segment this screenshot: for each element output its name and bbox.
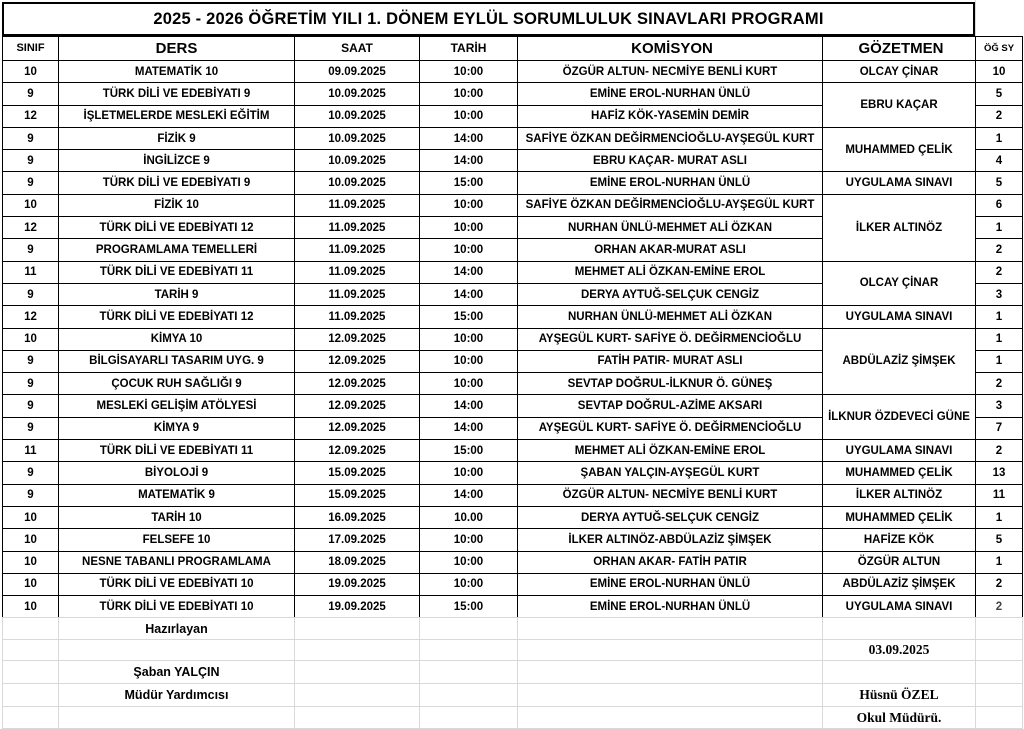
cell-ders: FELSEFE 10 <box>59 529 295 551</box>
cell-sinif: 9 <box>3 484 59 506</box>
footer-empty-cell <box>420 640 518 661</box>
cell-komisyon: MEHMET ALİ ÖZKAN-EMİNE EROL <box>518 440 823 462</box>
cell-saat: 10.09.2025 <box>295 172 420 194</box>
cell-tarih: 14:00 <box>420 150 518 172</box>
cell-komisyon: NURHAN ÜNLÜ-MEHMET ALİ ÖZKAN <box>518 217 823 239</box>
cell-tarih: 14:00 <box>420 417 518 439</box>
footer-empty-cell <box>3 684 59 707</box>
cell-saat: 17.09.2025 <box>295 529 420 551</box>
table-row <box>3 395 1023 417</box>
column-header-sinif: SINIF <box>3 37 59 61</box>
cell-sinif: 10 <box>3 529 59 551</box>
footer-empty-cell <box>420 661 518 684</box>
cell-tarih: 10:00 <box>420 217 518 239</box>
cell-ders: İNGİLİZCE 9 <box>59 150 295 172</box>
cell-saat: 10.09.2025 <box>295 150 420 172</box>
cell-ogsy: 1 <box>976 506 1023 528</box>
cell-tarih: 10:00 <box>420 194 518 216</box>
cell-gozetmen: OLCAY ÇİNAR <box>823 261 976 306</box>
cell-gozetmen: MUHAMMED ÇELİK <box>823 506 976 528</box>
footer-empty-cell <box>3 707 59 729</box>
cell-gozetmen: İLKNUR ÖZDEVECİ GÜNE <box>823 395 976 440</box>
cell-ders: MATEMATİK 9 <box>59 484 295 506</box>
cell-sinif: 9 <box>3 83 59 105</box>
schedule-date: 03.09.2025 <box>823 640 976 661</box>
cell-tarih: 15:00 <box>420 596 518 618</box>
cell-saat: 11.09.2025 <box>295 261 420 283</box>
cell-ders: FİZİK 10 <box>59 194 295 216</box>
cell-saat: 16.09.2025 <box>295 506 420 528</box>
table-row <box>3 194 1023 216</box>
cell-ogsy: 6 <box>976 194 1023 216</box>
cell-sinif: 9 <box>3 395 59 417</box>
table-row <box>3 127 1023 149</box>
cell-ogsy: 1 <box>976 328 1023 350</box>
cell-komisyon: AYŞEGÜL KURT- SAFİYE Ö. DEĞİRMENCİOĞLU <box>518 328 823 350</box>
preparer-name: Şaban YALÇIN <box>59 661 295 684</box>
cell-ogsy: 4 <box>976 150 1023 172</box>
table-row <box>3 596 1023 618</box>
cell-komisyon: ORHAN AKAR-MURAT ASLI <box>518 239 823 261</box>
cell-gozetmen: İLKER ALTINÖZ <box>823 194 976 261</box>
footer-empty-cell <box>976 618 1023 640</box>
cell-gozetmen: ABDÜLAZİZ ŞİMŞEK <box>823 573 976 595</box>
cell-ders: BİLGİSAYARLI TASARIM UYG. 9 <box>59 350 295 372</box>
cell-sinif: 12 <box>3 217 59 239</box>
footer-empty-cell <box>518 661 823 684</box>
cell-saat: 15.09.2025 <box>295 462 420 484</box>
table-row <box>3 551 1023 573</box>
footer-empty-cell <box>295 640 420 661</box>
cell-tarih: 14:00 <box>420 484 518 506</box>
cell-ogsy: 2 <box>976 440 1023 462</box>
cell-komisyon: HAFİZ KÖK-YASEMİN DEMİR <box>518 105 823 127</box>
cell-tarih: 10:00 <box>420 83 518 105</box>
cell-ogsy: 1 <box>976 217 1023 239</box>
table-row <box>3 83 1023 105</box>
cell-komisyon: ORHAN AKAR- FATİH PATIR <box>518 551 823 573</box>
cell-komisyon: SEVTAP DOĞRUL-İLKNUR Ö. GÜNEŞ <box>518 373 823 395</box>
table-row <box>3 462 1023 484</box>
cell-ders: NESNE TABANLI PROGRAMLAMA <box>59 551 295 573</box>
preparer-title: Müdür Yardımcısı <box>59 684 295 707</box>
table-row <box>3 306 1023 328</box>
cell-ogsy: 2 <box>976 373 1023 395</box>
cell-tarih: 14:00 <box>420 261 518 283</box>
cell-tarih: 15:00 <box>420 306 518 328</box>
cell-tarih: 15:00 <box>420 172 518 194</box>
cell-komisyon: ÖZGÜR ALTUN- NECMİYE BENLİ KURT <box>518 61 823 83</box>
cell-ogsy: 1 <box>976 127 1023 149</box>
table-row <box>3 484 1023 506</box>
cell-tarih: 15:00 <box>420 440 518 462</box>
cell-tarih: 14:00 <box>420 127 518 149</box>
cell-ogsy: 2 <box>976 105 1023 127</box>
cell-tarih: 10.00 <box>420 506 518 528</box>
table-body <box>3 61 1023 618</box>
cell-sinif: 10 <box>3 573 59 595</box>
column-header-ders: DERS <box>59 37 295 61</box>
cell-tarih: 10:00 <box>420 105 518 127</box>
cell-ogsy: 1 <box>976 551 1023 573</box>
cell-gozetmen: UYGULAMA SINAVI <box>823 440 976 462</box>
cell-tarih: 10:00 <box>420 328 518 350</box>
cell-saat: 11.09.2025 <box>295 283 420 305</box>
footer-row <box>3 661 1023 684</box>
table-row <box>3 506 1023 528</box>
table-row <box>3 328 1023 350</box>
cell-sinif: 9 <box>3 239 59 261</box>
cell-ders: TÜRK DİLİ VE EDEBİYATI 10 <box>59 573 295 595</box>
table-row <box>3 172 1023 194</box>
footer-row <box>3 684 1023 707</box>
exam-schedule-table <box>2 36 1023 618</box>
cell-sinif: 9 <box>3 127 59 149</box>
cell-ders: BİYOLOJİ 9 <box>59 462 295 484</box>
cell-ders: KİMYA 10 <box>59 328 295 350</box>
cell-saat: 12.09.2025 <box>295 417 420 439</box>
cell-sinif: 9 <box>3 417 59 439</box>
footer-empty-cell <box>295 661 420 684</box>
cell-sinif: 9 <box>3 150 59 172</box>
cell-komisyon: AYŞEGÜL KURT- SAFİYE Ö. DEĞİRMENCİOĞLU <box>518 417 823 439</box>
cell-tarih: 10:00 <box>420 373 518 395</box>
cell-saat: 12.09.2025 <box>295 440 420 462</box>
cell-ders: MATEMATİK 10 <box>59 61 295 83</box>
cell-ogsy: 10 <box>976 61 1023 83</box>
cell-gozetmen: MUHAMMED ÇELİK <box>823 462 976 484</box>
footer-empty-cell <box>518 618 823 640</box>
cell-gozetmen: MUHAMMED ÇELİK <box>823 127 976 172</box>
cell-saat: 15.09.2025 <box>295 484 420 506</box>
cell-ders: TÜRK DİLİ VE EDEBİYATI 9 <box>59 172 295 194</box>
cell-tarih: 14:00 <box>420 395 518 417</box>
column-header-saat: SAAT <box>295 37 420 61</box>
cell-gozetmen: HAFİZE KÖK <box>823 529 976 551</box>
hazirlayan-label: Hazırlayan <box>59 618 295 640</box>
cell-sinif: 10 <box>3 506 59 528</box>
cell-saat: 10.09.2025 <box>295 83 420 105</box>
cell-ogsy: 13 <box>976 462 1023 484</box>
cell-saat: 12.09.2025 <box>295 350 420 372</box>
cell-ders: TÜRK DİLİ VE EDEBİYATI 9 <box>59 83 295 105</box>
footer-empty-cell <box>823 661 976 684</box>
cell-komisyon: ÖZGÜR ALTUN- NECMİYE BENLİ KURT <box>518 484 823 506</box>
cell-gozetmen: UYGULAMA SINAVI <box>823 172 976 194</box>
cell-sinif: 9 <box>3 462 59 484</box>
cell-ogsy: 5 <box>976 529 1023 551</box>
cell-ogsy: 7 <box>976 417 1023 439</box>
cell-ogsy: 3 <box>976 395 1023 417</box>
cell-komisyon: DERYA AYTUĞ-SELÇUK CENGİZ <box>518 506 823 528</box>
table-row <box>3 61 1023 83</box>
footer-empty-cell <box>3 618 59 640</box>
cell-sinif: 11 <box>3 440 59 462</box>
footer-empty-cell <box>823 618 976 640</box>
cell-ders: TÜRK DİLİ VE EDEBİYATI 12 <box>59 217 295 239</box>
cell-sinif: 12 <box>3 306 59 328</box>
cell-ders: TÜRK DİLİ VE EDEBİYATI 12 <box>59 306 295 328</box>
cell-gozetmen: EBRU KAÇAR <box>823 83 976 128</box>
table-row <box>3 440 1023 462</box>
page-title: 2025 - 2026 ÖĞRETİM YILI 1. DÖNEM EYLÜL SORUMLULUK SINAVLARI PROGRAMI <box>2 2 975 36</box>
cell-tarih: 10:00 <box>420 462 518 484</box>
cell-gozetmen: OLCAY ÇİNAR <box>823 61 976 83</box>
cell-komisyon: DERYA AYTUĞ-SELÇUK CENGİZ <box>518 283 823 305</box>
cell-saat: 11.09.2025 <box>295 194 420 216</box>
cell-ogsy: 3 <box>976 283 1023 305</box>
cell-sinif: 10 <box>3 551 59 573</box>
cell-ogsy: 2 <box>976 573 1023 595</box>
cell-ogsy: 1 <box>976 306 1023 328</box>
cell-ogsy: 2 <box>976 596 1023 618</box>
footer-empty-cell <box>518 640 823 661</box>
footer-empty-cell <box>59 707 295 729</box>
cell-sinif: 10 <box>3 596 59 618</box>
principal-title: Okul Müdürü. <box>823 707 976 729</box>
cell-saat: 19.09.2025 <box>295 573 420 595</box>
cell-tarih: 10:00 <box>420 529 518 551</box>
footer-empty-cell <box>295 707 420 729</box>
cell-ders: İŞLETMELERDE MESLEKİ EĞİTİM <box>59 105 295 127</box>
cell-ogsy: 2 <box>976 239 1023 261</box>
cell-ogsy: 1 <box>976 350 1023 372</box>
cell-ders: TÜRK DİLİ VE EDEBİYATI 10 <box>59 596 295 618</box>
cell-gozetmen: İLKER ALTINÖZ <box>823 484 976 506</box>
column-header-komisyon: KOMİSYON <box>518 37 823 61</box>
footer-empty-cell <box>420 707 518 729</box>
cell-komisyon: EBRU KAÇAR- MURAT ASLI <box>518 150 823 172</box>
table-row <box>3 261 1023 283</box>
cell-ogsy: 11 <box>976 484 1023 506</box>
cell-komisyon: MEHMET ALİ ÖZKAN-EMİNE EROL <box>518 261 823 283</box>
footer-empty-cell <box>3 661 59 684</box>
cell-saat: 12.09.2025 <box>295 395 420 417</box>
cell-saat: 11.09.2025 <box>295 217 420 239</box>
footer-empty-cell <box>518 684 823 707</box>
column-header-gozetmen: GÖZETMEN <box>823 37 976 61</box>
footer-row <box>3 640 1023 661</box>
footer-empty-cell <box>295 618 420 640</box>
cell-saat: 10.09.2025 <box>295 127 420 149</box>
cell-ogsy: 5 <box>976 83 1023 105</box>
cell-sinif: 12 <box>3 105 59 127</box>
cell-ders: ÇOCUK RUH SAĞLIĞI 9 <box>59 373 295 395</box>
cell-sinif: 10 <box>3 328 59 350</box>
cell-ders: TARİH 10 <box>59 506 295 528</box>
footer-empty-cell <box>420 618 518 640</box>
cell-tarih: 10:00 <box>420 573 518 595</box>
cell-gozetmen: UYGULAMA SINAVI <box>823 596 976 618</box>
table-row <box>3 573 1023 595</box>
table-row <box>3 529 1023 551</box>
cell-saat: 11.09.2025 <box>295 306 420 328</box>
cell-gozetmen: ABDÜLAZİZ ŞİMŞEK <box>823 328 976 395</box>
cell-sinif: 9 <box>3 283 59 305</box>
cell-saat: 18.09.2025 <box>295 551 420 573</box>
cell-komisyon: EMİNE EROL-NURHAN ÜNLÜ <box>518 573 823 595</box>
table-header <box>3 37 1023 61</box>
cell-sinif: 9 <box>3 373 59 395</box>
footer-empty-cell <box>976 640 1023 661</box>
cell-saat: 19.09.2025 <box>295 596 420 618</box>
cell-ders: PROGRAMLAMA TEMELLERİ <box>59 239 295 261</box>
cell-gozetmen: ÖZGÜR ALTUN <box>823 551 976 573</box>
cell-komisyon: EMİNE EROL-NURHAN ÜNLÜ <box>518 83 823 105</box>
cell-saat: 12.09.2025 <box>295 373 420 395</box>
cell-saat: 10.09.2025 <box>295 105 420 127</box>
cell-ogsy: 5 <box>976 172 1023 194</box>
header-row <box>3 37 1023 61</box>
cell-komisyon: SEVTAP DOĞRUL-AZİME AKSARI <box>518 395 823 417</box>
cell-ders: KİMYA 9 <box>59 417 295 439</box>
footer-empty-cell <box>295 684 420 707</box>
cell-komisyon: İLKER ALTINÖZ-ABDÜLAZİZ ŞİMŞEK <box>518 529 823 551</box>
footer-empty-cell <box>420 684 518 707</box>
cell-komisyon: FATİH PATIR- MURAT ASLI <box>518 350 823 372</box>
footer-empty-cell <box>976 707 1023 729</box>
cell-sinif: 11 <box>3 261 59 283</box>
cell-ders: TARİH 9 <box>59 283 295 305</box>
column-header-tarih: TARİH <box>420 37 518 61</box>
cell-tarih: 10:00 <box>420 239 518 261</box>
cell-saat: 12.09.2025 <box>295 328 420 350</box>
cell-komisyon: SAFİYE ÖZKAN DEĞİRMENCİOĞLU-AYŞEGÜL KURT <box>518 194 823 216</box>
footer-row <box>3 618 1023 640</box>
column-header-ogsy: ÖĞ SY <box>976 37 1023 61</box>
cell-ders: MESLEKİ GELİŞİM ATÖLYESİ <box>59 395 295 417</box>
cell-sinif: 9 <box>3 172 59 194</box>
footer-empty-cell <box>59 640 295 661</box>
footer-empty-cell <box>976 661 1023 684</box>
principal-name: Hüsnü ÖZEL <box>823 684 976 707</box>
cell-komisyon: ŞABAN YALÇIN-AYŞEGÜL KURT <box>518 462 823 484</box>
cell-tarih: 10:00 <box>420 61 518 83</box>
cell-tarih: 10:00 <box>420 551 518 573</box>
cell-komisyon: EMİNE EROL-NURHAN ÜNLÜ <box>518 172 823 194</box>
footer-empty-cell <box>518 707 823 729</box>
footer-empty-cell <box>3 640 59 661</box>
cell-ders: TÜRK DİLİ VE EDEBİYATI 11 <box>59 440 295 462</box>
cell-sinif: 10 <box>3 194 59 216</box>
cell-gozetmen: UYGULAMA SINAVI <box>823 306 976 328</box>
signature-footer-grid <box>2 617 1023 729</box>
gridline-divider <box>975 0 976 36</box>
footer-empty-cell <box>976 684 1023 707</box>
cell-ogsy: 2 <box>976 261 1023 283</box>
cell-sinif: 10 <box>3 61 59 83</box>
cell-saat: 11.09.2025 <box>295 239 420 261</box>
cell-ders: TÜRK DİLİ VE EDEBİYATI 11 <box>59 261 295 283</box>
cell-komisyon: EMİNE EROL-NURHAN ÜNLÜ <box>518 596 823 618</box>
cell-komisyon: NURHAN ÜNLÜ-MEHMET ALİ ÖZKAN <box>518 306 823 328</box>
cell-ders: FİZİK 9 <box>59 127 295 149</box>
cell-sinif: 9 <box>3 350 59 372</box>
cell-tarih: 10:00 <box>420 350 518 372</box>
footer-row <box>3 707 1023 729</box>
cell-komisyon: SAFİYE ÖZKAN DEĞİRMENCİOĞLU-AYŞEGÜL KURT <box>518 127 823 149</box>
cell-tarih: 14:00 <box>420 283 518 305</box>
cell-saat: 09.09.2025 <box>295 61 420 83</box>
